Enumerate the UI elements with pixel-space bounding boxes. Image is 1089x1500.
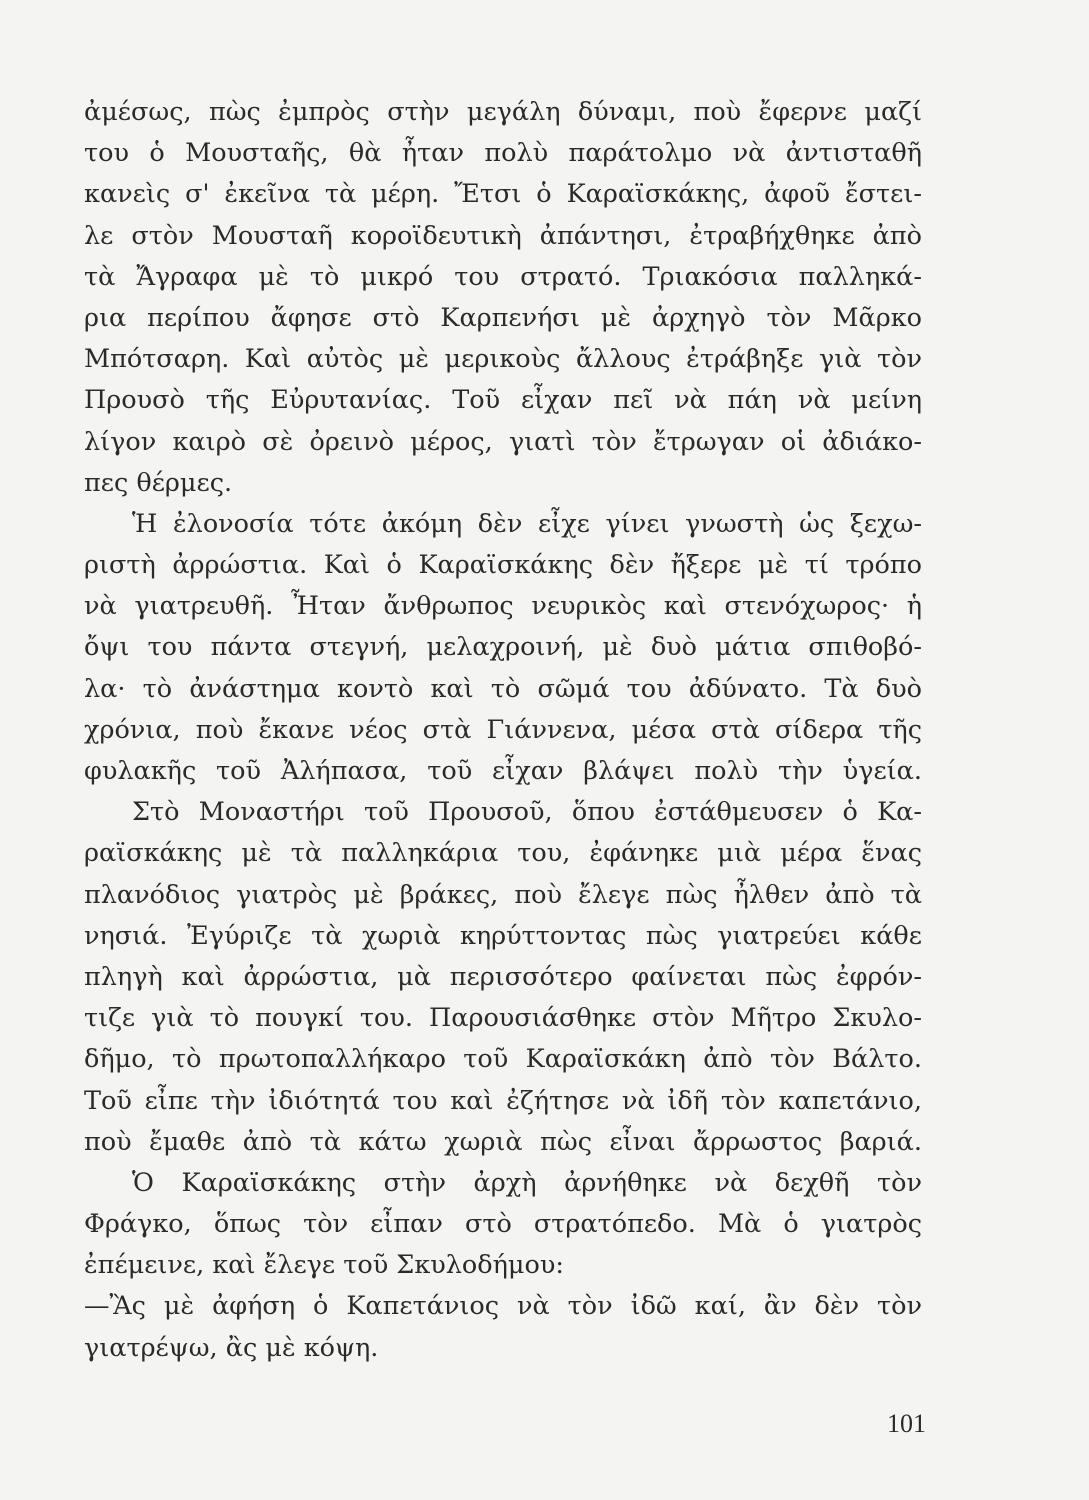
text-line: Τοῦ εἶπε τὴν ἰδιότητά του καὶ ἐζήτησε νὰ ἰδῆ τὸν καπετάνιο,	[84, 1085, 922, 1116]
text-line: χρόνια, ποὺ ἔκανε νέος στὰ Γιάννενα, μέσα στὰ σίδερα τῆς	[84, 714, 922, 745]
text-line: πληγὴ καὶ ἀρρώστια, μὰ περισσότερο φαίνεται πὼς ἐφρόν-	[84, 961, 922, 992]
text-line: ἐπέμεινε, καὶ ἔλεγε τοῦ Σκυλοδήμου:	[84, 1250, 564, 1281]
paragraph-start-line: Ἡ ἐλονοσία τότε ἀκόμη δὲν εἶχε γίνει γνωστὴ ὡς ξεχω-	[132, 508, 922, 539]
text-line: του ὁ Μουσταῆς, θὰ ἦταν πολὺ παράτολμο νὰ ἀντισταθῆ	[84, 138, 922, 169]
text-line: Μπότσαρη. Καὶ αὐτὸς μὲ μερικοὺς ἄλλους ἐτράβηξε γιὰ τὸν	[84, 344, 922, 375]
text-line: ποὺ ἔμαθε ἀπὸ τὰ κάτω χωριὰ πὼς εἶναι ἄρρωστος βαριά.	[84, 1126, 922, 1157]
text-line: κανεὶς σ' ἐκεῖνα τὰ μέρη. Ἔτσι ὁ Καραϊσκάκης, ἀφοῦ ἔστει-	[84, 179, 922, 210]
text-line: Προυσὸ τῆς Εὐρυτανίας. Τοῦ εἶχαν πεῖ νὰ πάη νὰ μείνη	[84, 385, 922, 416]
text-line: ριστὴ ἀρρώστια. Καὶ ὁ Καραϊσκάκης δὲν ἤξερε μὲ τί τρόπο	[84, 550, 922, 581]
text-line: γιατρέψω, ἂς μὲ κόψη.	[84, 1332, 379, 1363]
paragraph-start-line: Στὸ Μοναστήρι τοῦ Προυσοῦ, ὅπου ἐστάθμευσεν ὁ Κα-	[132, 797, 922, 828]
text-line: πλανόδιος γιατρὸς μὲ βράκες, ποὺ ἔλεγε πὼς ἦλθεν ἀπὸ τὰ	[84, 879, 922, 910]
text-line: Φράγκο, ὅπως τὸν εἶπαν στὸ στρατόπεδο. Μὰ ὁ γιατρὸς	[84, 1209, 922, 1240]
text-line: λε στὸν Μουσταῆ κοροϊδευτικὴ ἀπάντησι, ἐτραβήχθηκε ἀπὸ	[84, 220, 922, 251]
text-line: ραϊσκάκης μὲ τὰ παλληκάρια του, ἐφάνηκε μιὰ μέρα ἕνας	[84, 838, 922, 869]
text-line: δῆμο, τὸ πρωτοπαλλήκαρο τοῦ Καραϊσκάκη ἀπὸ τὸν Βάλτο.	[84, 1044, 922, 1075]
dialogue-line: —Ἂς μὲ ἀφήση ὁ Καπετάνιος νὰ τὸν ἰδῶ καί, ἂν δὲν τὸν	[84, 1291, 922, 1322]
text-line: φυλακῆς τοῦ Ἀλήπασα, τοῦ εἶχαν βλάψει πολὺ τὴν ὑγεία.	[84, 756, 922, 786]
text-line: ὄψι του πάντα στεγνή, μελαχροινή, μὲ δυὸ μάτια σπιθοβό-	[84, 632, 922, 663]
page-body-text	[84, 92, 922, 1369]
text-line: ρια περίπου ἄφησε στὸ Καρπενήσι μὲ ἀρχηγὸ τὸν Μᾶρκο	[84, 302, 922, 333]
text-line: λίγον καιρὸ σὲ ὀρεινὸ μέρος, γιατὶ τὸν ἔτρωγαν οἱ ἀδιάκο-	[84, 426, 922, 457]
text-line: τὰ Ἄγραφα μὲ τὸ μικρό του στρατό. Τριακόσια παλληκά-	[84, 261, 922, 292]
text-line: νὰ γιατρευθῆ. Ἦταν ἄνθρωπος νευρικὸς καὶ στενόχωρος· ἡ	[84, 591, 922, 622]
text-line: ἀμέσως, πὼς ἐμπρὸς στὴν μεγάλη δύναμι, ποὺ ἔφερνε μαζί	[84, 97, 922, 127]
text-line: λα· τὸ ἀνάστημα κοντὸ καὶ τὸ σῶμά του ἀδύνατο. Τὰ δυὸ	[84, 673, 922, 704]
paragraph-start-line: Ὁ Καραϊσκάκης στὴν ἀρχὴ ἀρνήθηκε νὰ δεχθῆ τὸν	[132, 1167, 922, 1198]
page-number: 101	[887, 1409, 926, 1438]
text-line: πες θέρμες.	[84, 467, 233, 498]
text-line: τιζε γιὰ τὸ πουγκί του. Παρουσιάσθηκε στὸν Μῆτρο Σκυλο-	[84, 1003, 922, 1034]
text-line: νησιά. Ἐγύριζε τὰ χωριὰ κηρύττοντας πὼς γιατρεύει κάθε	[84, 920, 922, 951]
